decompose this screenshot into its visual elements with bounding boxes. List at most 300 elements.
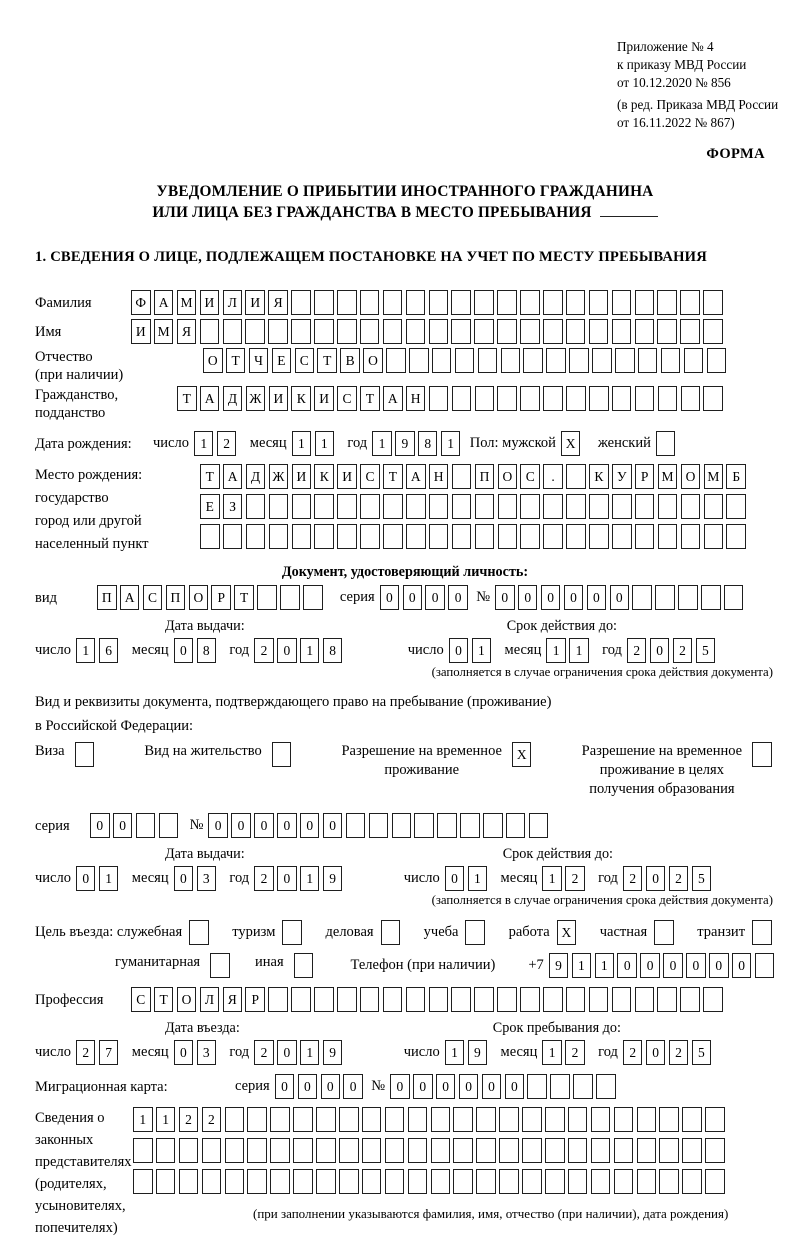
char-cell[interactable]: 0: [445, 866, 465, 891]
char-cell[interactable]: [339, 1107, 359, 1132]
char-cell[interactable]: 0: [541, 585, 561, 610]
char-cell[interactable]: 1: [133, 1107, 153, 1132]
char-cell[interactable]: Р: [635, 464, 655, 489]
char-cell[interactable]: [339, 1138, 359, 1163]
char-cell[interactable]: [543, 319, 563, 344]
char-cell[interactable]: [707, 348, 727, 373]
char-cell[interactable]: 9: [323, 1040, 343, 1065]
char-cell[interactable]: [337, 987, 357, 1012]
checkbox-private[interactable]: [654, 920, 674, 945]
char-cell[interactable]: [314, 524, 334, 549]
char-cell[interactable]: 0: [390, 1074, 410, 1099]
checkbox-other[interactable]: [294, 953, 314, 978]
char-cell[interactable]: [478, 348, 498, 373]
char-cell[interactable]: [657, 987, 677, 1012]
char-cell[interactable]: Ж: [269, 464, 289, 489]
char-cell[interactable]: С: [360, 464, 380, 489]
char-cell[interactable]: [385, 1138, 405, 1163]
char-cell[interactable]: 2: [627, 638, 647, 663]
char-cell[interactable]: [615, 348, 635, 373]
char-cell[interactable]: 1: [572, 953, 592, 978]
char-cell[interactable]: 0: [113, 813, 133, 838]
char-cell[interactable]: [247, 1107, 267, 1132]
char-cell[interactable]: [293, 1169, 313, 1194]
char-cell[interactable]: [314, 494, 334, 519]
char-cell[interactable]: [522, 1169, 542, 1194]
char-cell[interactable]: [680, 319, 700, 344]
char-cell[interactable]: [476, 1169, 496, 1194]
char-cell[interactable]: [529, 813, 549, 838]
char-cell[interactable]: 1: [156, 1107, 176, 1132]
char-cell[interactable]: [680, 290, 700, 315]
char-cell[interactable]: У: [612, 464, 632, 489]
char-cell[interactable]: [703, 290, 723, 315]
char-cell[interactable]: 2: [623, 866, 643, 891]
char-cell[interactable]: 0: [277, 1040, 297, 1065]
char-cell[interactable]: [200, 524, 220, 549]
char-cell[interactable]: [543, 290, 563, 315]
char-cell[interactable]: [523, 348, 543, 373]
char-cell[interactable]: 0: [518, 585, 538, 610]
char-cell[interactable]: Т: [317, 348, 337, 373]
char-cell[interactable]: 5: [692, 1040, 712, 1065]
char-cell[interactable]: [316, 1169, 336, 1194]
char-cell[interactable]: [474, 290, 494, 315]
char-cell[interactable]: [637, 1138, 657, 1163]
char-cell[interactable]: 9: [395, 431, 415, 456]
char-cell[interactable]: [566, 494, 586, 519]
char-cell[interactable]: [566, 319, 586, 344]
char-cell[interactable]: 1: [99, 866, 119, 891]
char-cell[interactable]: 0: [617, 953, 637, 978]
char-cell[interactable]: 9: [468, 1040, 488, 1065]
char-cell[interactable]: [638, 348, 658, 373]
char-cell[interactable]: [460, 813, 480, 838]
char-cell[interactable]: 1: [76, 638, 96, 663]
char-cell[interactable]: [179, 1169, 199, 1194]
char-cell[interactable]: А: [406, 464, 426, 489]
char-cell[interactable]: М: [658, 464, 678, 489]
checkbox-transit[interactable]: [752, 920, 772, 945]
char-cell[interactable]: 0: [732, 953, 752, 978]
char-cell[interactable]: [635, 524, 655, 549]
char-cell[interactable]: [337, 494, 357, 519]
char-cell[interactable]: [270, 1169, 290, 1194]
char-cell[interactable]: [270, 1138, 290, 1163]
char-cell[interactable]: [452, 386, 472, 411]
char-cell[interactable]: О: [363, 348, 383, 373]
char-cell[interactable]: [369, 813, 389, 838]
char-cell[interactable]: 0: [90, 813, 110, 838]
char-cell[interactable]: [497, 987, 517, 1012]
char-cell[interactable]: 0: [298, 1074, 318, 1099]
char-cell[interactable]: [522, 1138, 542, 1163]
char-cell[interactable]: О: [203, 348, 223, 373]
char-cell[interactable]: [637, 1107, 657, 1132]
char-cell[interactable]: [392, 813, 412, 838]
checkbox-official[interactable]: [189, 920, 209, 945]
char-cell[interactable]: [453, 1169, 473, 1194]
char-cell[interactable]: [589, 386, 609, 411]
char-cell[interactable]: [179, 1138, 199, 1163]
char-cell[interactable]: [635, 987, 655, 1012]
char-cell[interactable]: [383, 524, 403, 549]
char-cell[interactable]: О: [681, 464, 701, 489]
char-cell[interactable]: [303, 585, 323, 610]
char-cell[interactable]: [591, 1138, 611, 1163]
char-cell[interactable]: [612, 987, 632, 1012]
char-cell[interactable]: 1: [300, 1040, 320, 1065]
char-cell[interactable]: [568, 1107, 588, 1132]
char-cell[interactable]: Я: [268, 290, 288, 315]
char-cell[interactable]: 0: [323, 813, 343, 838]
char-cell[interactable]: [386, 348, 406, 373]
char-cell[interactable]: 1: [542, 866, 562, 891]
char-cell[interactable]: 1: [468, 866, 488, 891]
char-cell[interactable]: [452, 464, 472, 489]
char-cell[interactable]: 1: [300, 866, 320, 891]
char-cell[interactable]: [431, 1169, 451, 1194]
char-cell[interactable]: 0: [640, 953, 660, 978]
char-cell[interactable]: [337, 319, 357, 344]
char-cell[interactable]: [429, 524, 449, 549]
char-cell[interactable]: Т: [154, 987, 174, 1012]
char-cell[interactable]: 0: [277, 866, 297, 891]
char-cell[interactable]: [543, 494, 563, 519]
char-cell[interactable]: [658, 386, 678, 411]
char-cell[interactable]: 1: [595, 953, 615, 978]
char-cell[interactable]: [475, 494, 495, 519]
char-cell[interactable]: [522, 1107, 542, 1132]
char-cell[interactable]: [520, 290, 540, 315]
char-cell[interactable]: [704, 524, 724, 549]
char-cell[interactable]: [684, 348, 704, 373]
char-cell[interactable]: [406, 987, 426, 1012]
checkbox-female[interactable]: [656, 431, 676, 456]
char-cell[interactable]: [314, 290, 334, 315]
char-cell[interactable]: [527, 1074, 547, 1099]
char-cell[interactable]: [655, 585, 675, 610]
char-cell[interactable]: 0: [436, 1074, 456, 1099]
char-cell[interactable]: 3: [197, 1040, 217, 1065]
char-cell[interactable]: [383, 319, 403, 344]
char-cell[interactable]: [589, 290, 609, 315]
char-cell[interactable]: [545, 1107, 565, 1132]
char-cell[interactable]: [383, 987, 403, 1012]
char-cell[interactable]: [360, 290, 380, 315]
char-cell[interactable]: [291, 319, 311, 344]
char-cell[interactable]: [499, 1138, 519, 1163]
char-cell[interactable]: 0: [587, 585, 607, 610]
char-cell[interactable]: 0: [403, 585, 423, 610]
char-cell[interactable]: 0: [380, 585, 400, 610]
char-cell[interactable]: [429, 319, 449, 344]
char-cell[interactable]: [614, 1138, 634, 1163]
char-cell[interactable]: [408, 1138, 428, 1163]
char-cell[interactable]: [568, 1138, 588, 1163]
char-cell[interactable]: [483, 813, 503, 838]
char-cell[interactable]: 1: [542, 1040, 562, 1065]
char-cell[interactable]: Ф: [131, 290, 151, 315]
char-cell[interactable]: [612, 319, 632, 344]
char-cell[interactable]: .: [543, 464, 563, 489]
char-cell[interactable]: [614, 1169, 634, 1194]
char-cell[interactable]: 6: [99, 638, 119, 663]
char-cell[interactable]: 9: [549, 953, 569, 978]
char-cell[interactable]: 2: [76, 1040, 96, 1065]
char-cell[interactable]: [362, 1169, 382, 1194]
char-cell[interactable]: 2: [217, 431, 237, 456]
char-cell[interactable]: 0: [174, 866, 194, 891]
char-cell[interactable]: [270, 1107, 290, 1132]
char-cell[interactable]: [614, 1107, 634, 1132]
char-cell[interactable]: К: [291, 386, 311, 411]
char-cell[interactable]: [337, 524, 357, 549]
char-cell[interactable]: [475, 386, 495, 411]
char-cell[interactable]: 0: [459, 1074, 479, 1099]
char-cell[interactable]: [452, 494, 472, 519]
char-cell[interactable]: [566, 524, 586, 549]
char-cell[interactable]: 2: [179, 1107, 199, 1132]
char-cell[interactable]: [681, 494, 701, 519]
char-cell[interactable]: А: [200, 386, 220, 411]
char-cell[interactable]: И: [292, 464, 312, 489]
char-cell[interactable]: [269, 494, 289, 519]
char-cell[interactable]: [596, 1074, 616, 1099]
char-cell[interactable]: [681, 524, 701, 549]
checkbox-temporary-residence-education[interactable]: [752, 742, 772, 767]
char-cell[interactable]: [520, 319, 540, 344]
char-cell[interactable]: [360, 494, 380, 519]
char-cell[interactable]: [406, 524, 426, 549]
char-cell[interactable]: 0: [663, 953, 683, 978]
char-cell[interactable]: [589, 319, 609, 344]
char-cell[interactable]: 0: [646, 866, 666, 891]
char-cell[interactable]: [200, 319, 220, 344]
char-cell[interactable]: 0: [413, 1074, 433, 1099]
char-cell[interactable]: И: [200, 290, 220, 315]
char-cell[interactable]: 0: [425, 585, 445, 610]
char-cell[interactable]: 2: [673, 638, 693, 663]
char-cell[interactable]: 2: [669, 1040, 689, 1065]
char-cell[interactable]: [682, 1169, 702, 1194]
char-cell[interactable]: И: [314, 386, 334, 411]
char-cell[interactable]: [247, 1138, 267, 1163]
char-cell[interactable]: 0: [343, 1074, 363, 1099]
char-cell[interactable]: [657, 319, 677, 344]
char-cell[interactable]: [360, 524, 380, 549]
char-cell[interactable]: 2: [254, 866, 274, 891]
char-cell[interactable]: [476, 1107, 496, 1132]
char-cell[interactable]: [499, 1107, 519, 1132]
char-cell[interactable]: [225, 1169, 245, 1194]
char-cell[interactable]: 1: [292, 431, 312, 456]
char-cell[interactable]: 2: [623, 1040, 643, 1065]
char-cell[interactable]: [543, 987, 563, 1012]
char-cell[interactable]: [545, 1138, 565, 1163]
char-cell[interactable]: [659, 1169, 679, 1194]
char-cell[interactable]: 0: [76, 866, 96, 891]
char-cell[interactable]: И: [337, 464, 357, 489]
char-cell[interactable]: Д: [223, 386, 243, 411]
char-cell[interactable]: Ж: [246, 386, 266, 411]
checkbox-tourism[interactable]: [282, 920, 302, 945]
char-cell[interactable]: 0: [505, 1074, 525, 1099]
char-cell[interactable]: [268, 987, 288, 1012]
char-cell[interactable]: Д: [246, 464, 266, 489]
char-cell[interactable]: [550, 1074, 570, 1099]
char-cell[interactable]: [612, 494, 632, 519]
char-cell[interactable]: [546, 348, 566, 373]
char-cell[interactable]: [451, 319, 471, 344]
char-cell[interactable]: 0: [277, 813, 297, 838]
char-cell[interactable]: М: [177, 290, 197, 315]
char-cell[interactable]: 1: [472, 638, 492, 663]
char-cell[interactable]: [506, 813, 526, 838]
char-cell[interactable]: [543, 524, 563, 549]
char-cell[interactable]: И: [269, 386, 289, 411]
char-cell[interactable]: [223, 319, 243, 344]
char-cell[interactable]: 0: [208, 813, 228, 838]
char-cell[interactable]: 5: [692, 866, 712, 891]
char-cell[interactable]: 9: [323, 866, 343, 891]
char-cell[interactable]: [383, 494, 403, 519]
char-cell[interactable]: [705, 1169, 725, 1194]
char-cell[interactable]: [474, 319, 494, 344]
char-cell[interactable]: [451, 290, 471, 315]
char-cell[interactable]: [573, 1074, 593, 1099]
char-cell[interactable]: П: [97, 585, 117, 610]
char-cell[interactable]: И: [245, 290, 265, 315]
char-cell[interactable]: С: [295, 348, 315, 373]
char-cell[interactable]: [566, 290, 586, 315]
char-cell[interactable]: [681, 386, 701, 411]
char-cell[interactable]: С: [520, 464, 540, 489]
char-cell[interactable]: [223, 524, 243, 549]
char-cell[interactable]: [246, 494, 266, 519]
char-cell[interactable]: [661, 348, 681, 373]
char-cell[interactable]: 0: [448, 585, 468, 610]
char-cell[interactable]: [726, 524, 746, 549]
char-cell[interactable]: [520, 494, 540, 519]
char-cell[interactable]: О: [498, 464, 518, 489]
char-cell[interactable]: [431, 1107, 451, 1132]
char-cell[interactable]: [658, 524, 678, 549]
char-cell[interactable]: [246, 524, 266, 549]
checkbox-male[interactable]: X: [561, 431, 581, 456]
char-cell[interactable]: [453, 1138, 473, 1163]
checkbox-study[interactable]: [465, 920, 485, 945]
char-cell[interactable]: [635, 386, 655, 411]
checkbox-humanitarian[interactable]: [210, 953, 230, 978]
char-cell[interactable]: [360, 987, 380, 1012]
char-cell[interactable]: [497, 319, 517, 344]
char-cell[interactable]: [314, 987, 334, 1012]
char-cell[interactable]: [202, 1138, 222, 1163]
char-cell[interactable]: О: [177, 987, 197, 1012]
char-cell[interactable]: [280, 585, 300, 610]
char-cell[interactable]: 2: [669, 866, 689, 891]
checkbox-business[interactable]: [381, 920, 401, 945]
char-cell[interactable]: [704, 494, 724, 519]
char-cell[interactable]: [703, 987, 723, 1012]
char-cell[interactable]: 1: [569, 638, 589, 663]
char-cell[interactable]: Т: [383, 464, 403, 489]
char-cell[interactable]: 2: [202, 1107, 222, 1132]
char-cell[interactable]: [451, 987, 471, 1012]
char-cell[interactable]: К: [589, 464, 609, 489]
char-cell[interactable]: Т: [200, 464, 220, 489]
char-cell[interactable]: 0: [174, 638, 194, 663]
char-cell[interactable]: [429, 494, 449, 519]
char-cell[interactable]: [316, 1107, 336, 1132]
char-cell[interactable]: [429, 987, 449, 1012]
char-cell[interactable]: [592, 348, 612, 373]
char-cell[interactable]: С: [131, 987, 151, 1012]
char-cell[interactable]: Л: [200, 987, 220, 1012]
char-cell[interactable]: [475, 524, 495, 549]
char-cell[interactable]: [414, 813, 434, 838]
char-cell[interactable]: [632, 585, 652, 610]
char-cell[interactable]: А: [154, 290, 174, 315]
char-cell[interactable]: [452, 524, 472, 549]
char-cell[interactable]: [406, 319, 426, 344]
char-cell[interactable]: [520, 386, 540, 411]
char-cell[interactable]: [292, 524, 312, 549]
char-cell[interactable]: П: [475, 464, 495, 489]
char-cell[interactable]: [385, 1169, 405, 1194]
char-cell[interactable]: [726, 494, 746, 519]
checkbox-temporary-residence[interactable]: X: [512, 742, 532, 767]
char-cell[interactable]: [703, 319, 723, 344]
char-cell[interactable]: Р: [211, 585, 231, 610]
char-cell[interactable]: Е: [200, 494, 220, 519]
char-cell[interactable]: [705, 1107, 725, 1132]
char-cell[interactable]: Ч: [249, 348, 269, 373]
char-cell[interactable]: [635, 319, 655, 344]
char-cell[interactable]: А: [120, 585, 140, 610]
char-cell[interactable]: [432, 348, 452, 373]
char-cell[interactable]: Т: [177, 386, 197, 411]
checkbox-work[interactable]: X: [557, 920, 577, 945]
char-cell[interactable]: 7: [99, 1040, 119, 1065]
char-cell[interactable]: [337, 290, 357, 315]
char-cell[interactable]: [316, 1138, 336, 1163]
char-cell[interactable]: 1: [546, 638, 566, 663]
char-cell[interactable]: [589, 524, 609, 549]
char-cell[interactable]: [225, 1138, 245, 1163]
char-cell[interactable]: [133, 1169, 153, 1194]
char-cell[interactable]: [678, 585, 698, 610]
char-cell[interactable]: [383, 290, 403, 315]
char-cell[interactable]: [431, 1138, 451, 1163]
char-cell[interactable]: [501, 348, 521, 373]
char-cell[interactable]: [566, 987, 586, 1012]
char-cell[interactable]: [156, 1169, 176, 1194]
char-cell[interactable]: К: [314, 464, 334, 489]
char-cell[interactable]: [406, 290, 426, 315]
char-cell[interactable]: [360, 319, 380, 344]
char-cell[interactable]: [455, 348, 475, 373]
char-cell[interactable]: Е: [272, 348, 292, 373]
char-cell[interactable]: [385, 1107, 405, 1132]
char-cell[interactable]: 8: [323, 638, 343, 663]
char-cell[interactable]: [682, 1107, 702, 1132]
char-cell[interactable]: [701, 585, 721, 610]
char-cell[interactable]: Я: [177, 319, 197, 344]
char-cell[interactable]: Н: [429, 464, 449, 489]
char-cell[interactable]: 1: [441, 431, 461, 456]
